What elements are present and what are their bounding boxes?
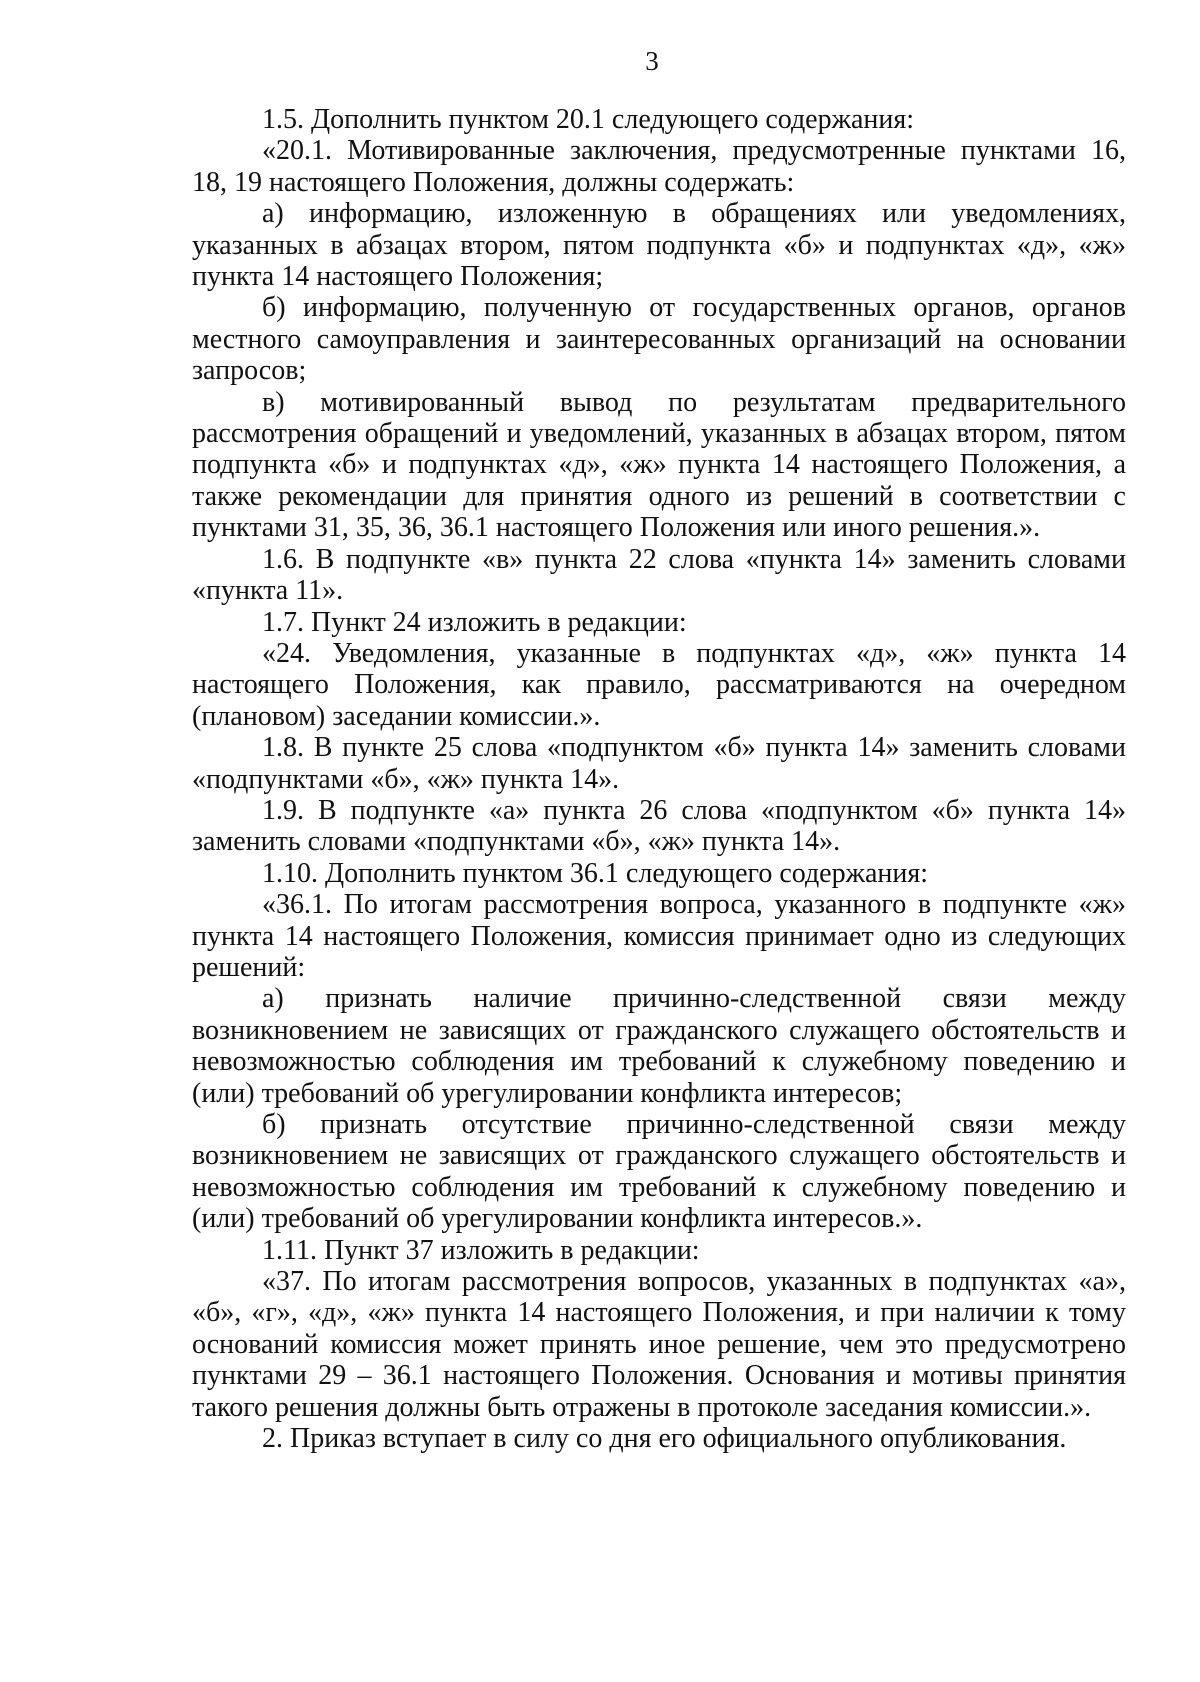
paragraph-36-1-b: б) признать отсутствие причинно-следственной связи между возникновением не зависящих от гражданского служащего обстоятельств и невозможностью соблюдения им требований к служебному поведению и (или) требований об урегулировании конфликта интересов.». [192, 1109, 1126, 1235]
paragraph-1-8: 1.8. В пункте 25 слова «подпунктом «б» пункта 14» заменить словами «подпунктами «б», «ж» пункта 14». [192, 732, 1126, 795]
paragraph-37: «37. По итогам рассмотрения вопросов, указанных в подпунктах «а», «б», «г», «д», «ж» пункта 14 настоящего Положения, и при наличии к тому оснований комиссия может принять иное решение, чем это предусмотрено пунктами 29 – 36.1 настоящего Положения. Основания и мотивы принятия такого решения должны быть отражены в протоколе заседания комиссии.». [192, 1266, 1126, 1423]
paragraph-36-1: «36.1. По итогам рассмотрения вопроса, указанного в подпункте «ж» пункта 14 настоящего Положения, комиссия принимает одно из следующих решений: [192, 889, 1126, 983]
paragraph-36-1-a: а) признать наличие причинно-следственной связи между возникновением не зависящих от гражданского служащего обстоятельств и невозможностью соблюдения им требований к служебному поведению и (или) требований об урегулировании конфликта интересов; [192, 983, 1126, 1109]
paragraph-20-1-b: б) информацию, полученную от государственных органов, органов местного самоуправления и заинтересованных организаций на основании запросов; [192, 292, 1126, 387]
paragraph-1-7: 1.7. Пункт 24 изложить в редакции: [262, 606, 687, 638]
document-body [192, 104, 1126, 1454]
page-number: 3 [645, 46, 659, 76]
paragraph-1-10: 1.10. Дополнить пунктом 36.1 следующего содержания: [262, 857, 929, 889]
paragraph-24: «24. Уведомления, указанные в подпунктах «д», «ж» пункта 14 настоящего Положения, как правило, рассматриваются на очередном (плановом) заседании комиссии.». [192, 637, 1126, 732]
paragraph-20-1-v: в) мотивированный вывод по результатам предварительного рассмотрения обращений и уведомлений, указанных в абзацах втором, пятом подпункта «б» и подпунктах «д», «ж» пункта 14 настоящего Положения, а также рекомендации для принятия одного из решений в соответствии с пунктами 31, 35, 36, 36.1 настоящего Положения или иного решения.». [192, 386, 1126, 544]
paragraph-1-6: 1.6. В подпункте «в» пункта 22 слова «пункта 14» заменить словами «пункта 11». [192, 543, 1126, 607]
paragraph-20-1: «20.1. Мотивированные заключения, предусмотренные пунктами 16, 18, 19 настоящего Положения, должны содержать: [192, 135, 1126, 198]
paragraph-1-5: 1.5. Дополнить пунктом 20.1 следующего содержания: [262, 104, 915, 135]
paragraph-2: 2. Приказ вступает в силу со дня его официального опубликования. [262, 1423, 1067, 1455]
paragraph-1-9: 1.9. В подпункте «а» пункта 26 слова «подпунктом «б» пункта 14» заменить словами «подпунктами «б», «ж» пункта 14». [192, 794, 1126, 858]
paragraph-1-11: 1.11. Пункт 37 изложить в редакции: [262, 1234, 700, 1266]
paragraph-20-1-a: а) информацию, изложенную в обращениях или уведомлениях, указанных в абзацах втором, пятом подпункта «б» и подпунктах «д», «ж» пункта 14 настоящего Положения; [192, 198, 1126, 293]
